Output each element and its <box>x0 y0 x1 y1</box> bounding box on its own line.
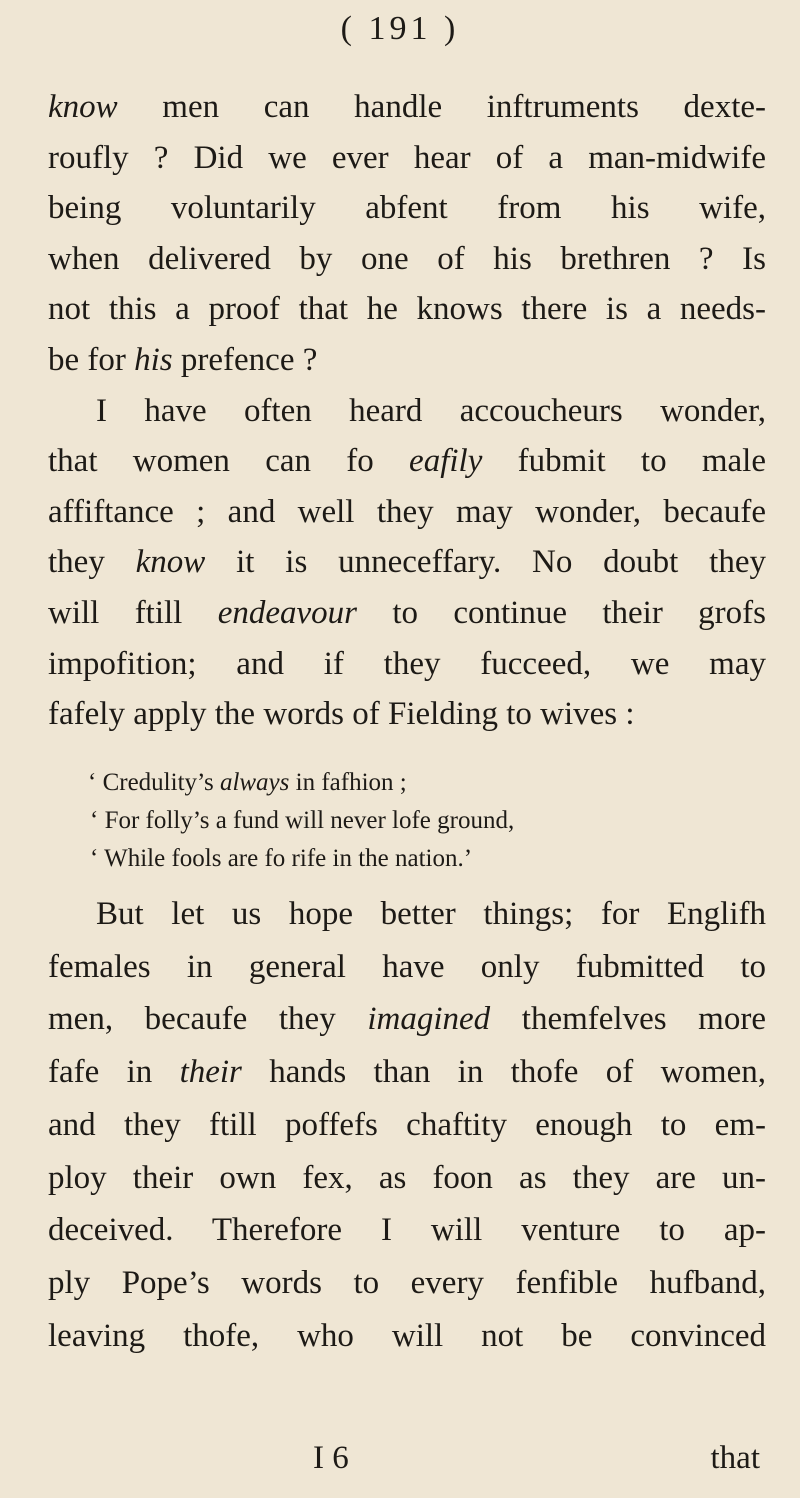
text-line <box>48 335 766 386</box>
text-line: I have often heard accoucheurs wonder, <box>96 392 766 429</box>
text-line <box>48 588 766 639</box>
text-line: being voluntarily abfent from his wife, <box>48 190 766 227</box>
text-line <box>48 537 766 588</box>
text-span: fubmit to male <box>482 443 766 480</box>
text-span: will ftill <box>48 594 218 631</box>
text-span: it is unneceffary. No doubt they <box>205 544 766 581</box>
text-line <box>48 1046 766 1099</box>
text-span: fafe in <box>48 1054 180 1091</box>
paragraph-1 <box>48 82 766 740</box>
text-span: to continue their grofs <box>357 594 766 631</box>
verse-line: ‘ While fools are fo rife in the nation.’ <box>90 845 473 872</box>
text-span: in fafhion ; <box>289 769 407 796</box>
text-span: ‘ Credulity’s <box>88 769 220 796</box>
text-line: when delivered by one of his brethren ? Is <box>48 240 766 277</box>
paragraph-2 <box>48 888 766 1362</box>
text-line: roufly ? Did we ever hear of a man-midwife <box>48 139 766 176</box>
text-line: ploy their own fex, as foon as they are un- <box>48 1159 766 1196</box>
italic-word: endeavour <box>217 594 357 631</box>
text-line <box>48 993 766 1046</box>
italic-word: know <box>135 544 206 581</box>
italic-word: their <box>179 1054 242 1091</box>
verse-line <box>88 764 728 802</box>
text-span: be for <box>48 341 135 378</box>
text-line <box>48 436 766 487</box>
text-line: fafely apply the words of Fielding to wives : <box>48 696 635 733</box>
text-span: prefence ? <box>172 341 318 378</box>
text-line: females in general have only fubmitted to <box>48 948 766 985</box>
text-line <box>48 82 766 133</box>
page-number-header: ( 191 ) <box>340 10 460 47</box>
text-span: themfelves more <box>490 1001 766 1038</box>
italic-word: imagined <box>367 1001 491 1038</box>
signature-mark: I 6 <box>313 1440 349 1476</box>
text-line: deceived. Therefore I will venture to ap- <box>48 1212 766 1249</box>
text-line: But let us hope better things; for Englifh <box>96 896 766 932</box>
italic-word: his <box>134 341 173 378</box>
text-span: that women can fo <box>48 443 410 480</box>
text-span: they <box>48 544 136 581</box>
text-line: not this a proof that he knows there is a needs- <box>48 291 766 328</box>
text-line: and they ftill poffefs chaftity enough to em- <box>48 1106 766 1143</box>
italic-word: eafily <box>409 443 483 480</box>
text-line: ply Pope’s words to every fenfible hufband, <box>48 1264 766 1301</box>
catchword: that <box>710 1440 760 1476</box>
text-line: leaving thofe, who will not be convinced <box>48 1317 766 1354</box>
italic-word: always <box>219 769 290 796</box>
text-line: impofition; and if they fucceed, we may <box>48 645 766 682</box>
text-span: men can handle inftruments dexte- <box>117 89 766 125</box>
verse-line: ‘ For folly’s a fund will never lofe ground, <box>90 807 515 834</box>
text-line: affiftance ; and well they may wonder, becaufe <box>48 493 766 530</box>
text-span: men, becaufe they <box>48 1001 368 1038</box>
text-span: hands than in thofe of women, <box>241 1054 766 1091</box>
page-footer <box>48 1440 766 1490</box>
verse-quotation <box>88 764 728 878</box>
italic-word: know <box>48 89 118 125</box>
